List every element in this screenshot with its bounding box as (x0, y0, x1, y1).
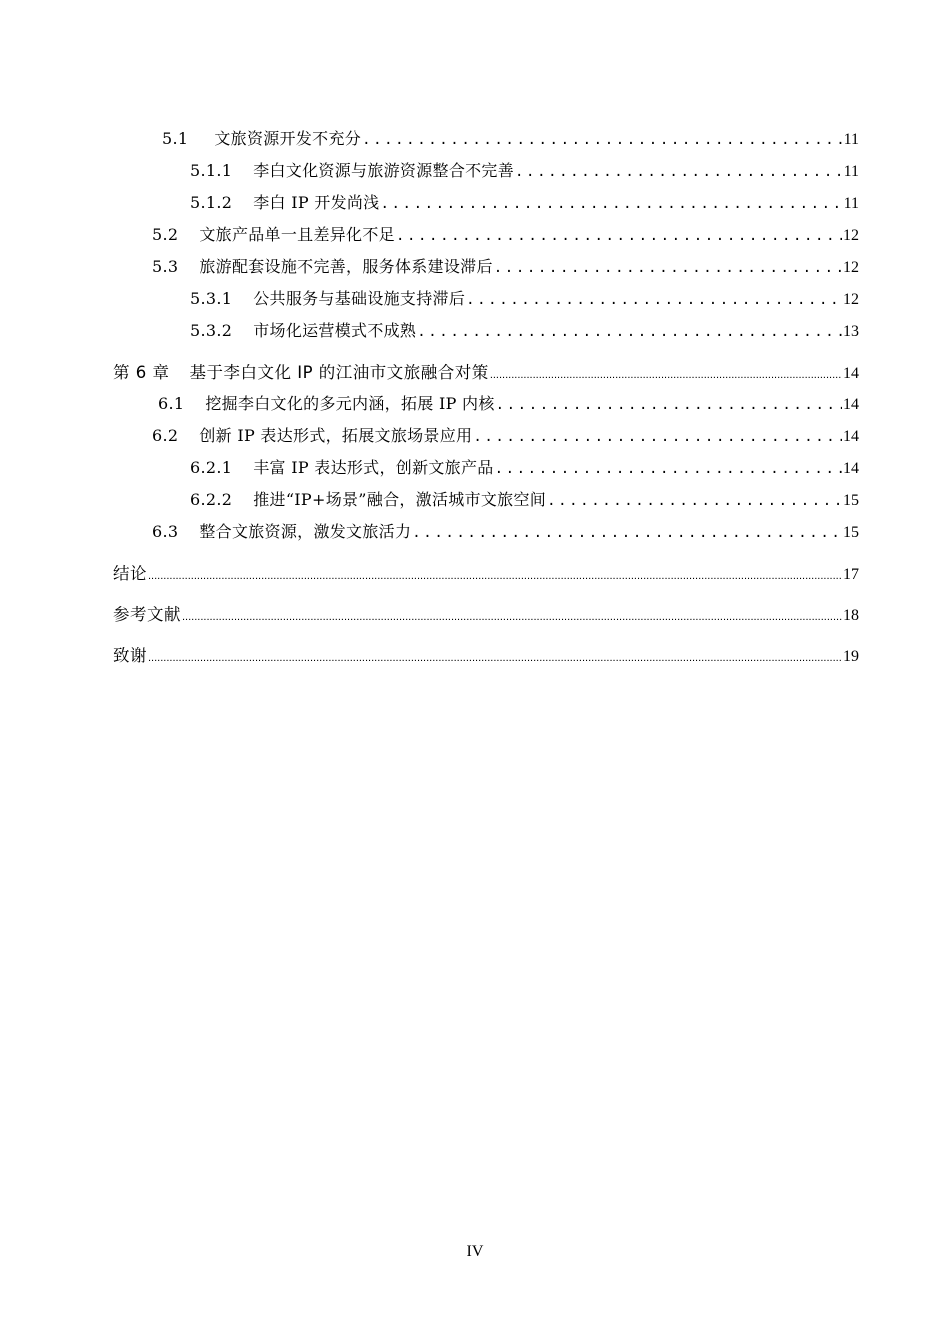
toc-entry-5-2[interactable] (152, 222, 859, 245)
section-number: 5.3 (152, 257, 179, 276)
page-number: 11 (843, 131, 859, 148)
section-number: 6.2.2 (190, 490, 233, 509)
section-title: 公共服务与基础设施支持滞后 (253, 289, 466, 308)
section-number: 5.1.2 (190, 193, 233, 212)
section-number: 5.3.1 (190, 289, 233, 308)
toc-entry-5-3-2[interactable] (190, 318, 859, 341)
dot-leader (396, 228, 842, 244)
section-title: 文旅资源开发不充分 (214, 129, 362, 148)
page-number: 19 (843, 648, 859, 665)
toc-entry-chapter-6[interactable] (113, 359, 859, 383)
page-number: 12 (843, 227, 859, 244)
page-number: 11 (843, 163, 859, 180)
section-title: 旅游配套设施不完善，服务体系建设滞后 (199, 257, 493, 276)
dot-leader (494, 260, 842, 276)
chapter-title: 基于李白文化 IP 的江油市文旅融合对策 (189, 363, 489, 382)
section-number: 5.3.2 (190, 321, 233, 340)
page-number: 14 (843, 396, 859, 413)
dot-leader (466, 292, 842, 308)
dot-leader (495, 461, 842, 477)
toc-entry-5-1[interactable] (162, 126, 859, 149)
chapter-title: 结论 (113, 564, 147, 583)
section-number: 5.1 (162, 129, 189, 148)
dot-leader (515, 164, 843, 180)
page-number: 17 (843, 566, 859, 583)
page-number: 15 (843, 492, 859, 509)
page-number: 14 (843, 428, 859, 445)
section-title: 创新 IP 表达形式，拓展文旅场景应用 (199, 426, 473, 445)
section-title: 文旅产品单一且差异化不足 (199, 225, 395, 244)
toc-entry-5-1-2[interactable] (190, 190, 859, 213)
toc-entry-conclusion[interactable] (113, 560, 859, 584)
section-title: 丰富 IP 表达形式，创新文旅产品 (253, 458, 494, 477)
dot-leader (412, 525, 842, 541)
dot-leader (148, 652, 842, 664)
dot-leader (362, 132, 843, 148)
toc-entry-6-1[interactable] (158, 391, 859, 414)
chapter-title: 致谢 (113, 646, 147, 665)
toc-entry-6-2-1[interactable] (190, 455, 859, 478)
section-number: 5.1.1 (190, 161, 233, 180)
page-number: 14 (843, 460, 859, 477)
section-number: 6.1 (158, 394, 185, 413)
toc-entry-references[interactable] (113, 601, 859, 625)
dot-leader (182, 611, 842, 623)
dot-leader (547, 493, 842, 509)
page-footer-number: IV (466, 1243, 484, 1260)
toc-entry-acknowledgements[interactable] (113, 642, 859, 666)
section-title: 李白 IP 开发尚浅 (253, 193, 380, 212)
dot-leader (380, 196, 842, 212)
page-number: 13 (843, 323, 859, 340)
toc-entry-6-2-2[interactable] (190, 487, 859, 510)
section-title: 整合文旅资源，激发文旅活力 (199, 522, 412, 541)
chapter-number: 第 6 章 (113, 363, 170, 382)
page-number: 12 (843, 291, 859, 308)
page-number: 15 (843, 524, 859, 541)
page-number: 11 (843, 195, 859, 212)
toc-entry-6-3[interactable] (152, 519, 859, 542)
dot-leader (496, 397, 842, 413)
toc-entry-6-2[interactable] (152, 423, 859, 446)
section-title: 李白文化资源与旅游资源整合不完善 (253, 161, 515, 180)
chapter-title: 参考文献 (113, 605, 181, 624)
toc-entry-5-3-1[interactable] (190, 286, 859, 309)
section-title: 推进“IP+场景”融合，激活城市文旅空间 (253, 490, 547, 509)
section-number: 6.3 (152, 522, 179, 541)
toc-entry-5-1-1[interactable] (190, 158, 859, 181)
section-number: 6.2 (152, 426, 179, 445)
section-number: 6.2.1 (190, 458, 233, 477)
dot-leader (417, 324, 842, 340)
page-number: 14 (843, 365, 859, 382)
section-title: 挖掘李白文化的多元内涵，拓展 IP 内核 (205, 394, 495, 413)
section-title: 市场化运营模式不成熟 (253, 321, 417, 340)
dot-leader (473, 429, 842, 445)
dot-leader (148, 570, 842, 582)
dot-leader (490, 369, 842, 381)
page-number: 12 (843, 259, 859, 276)
page-number: 18 (843, 607, 859, 624)
section-number: 5.2 (152, 225, 179, 244)
toc-entry-5-3[interactable] (152, 254, 859, 277)
